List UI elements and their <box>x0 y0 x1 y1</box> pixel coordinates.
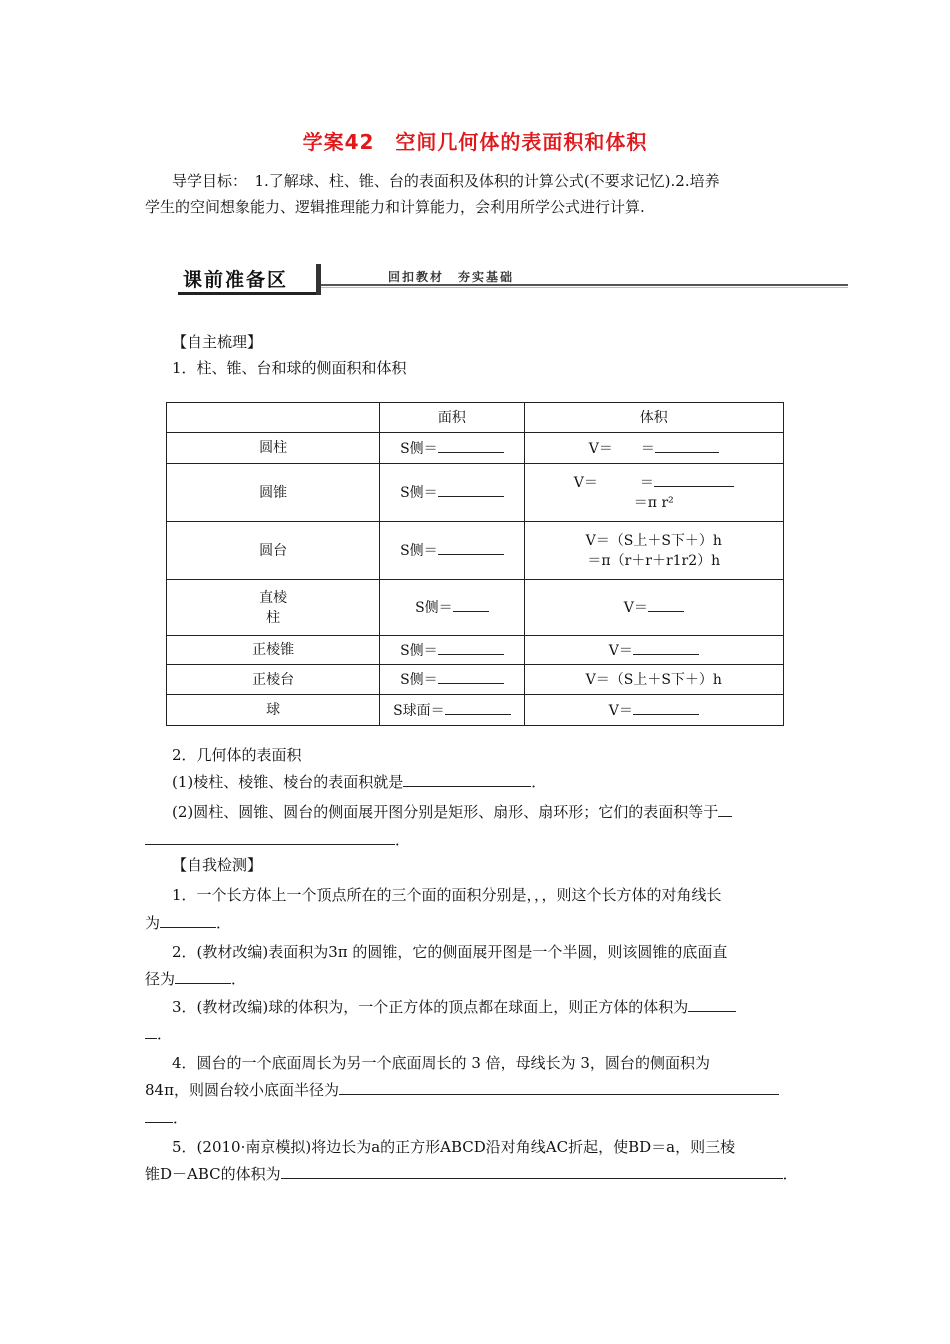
item-2-p2: (2)圆柱、圆锥、圆台的侧面展开图分别是矩形、扇形、扇环形；它们的表面积等于 <box>172 801 732 823</box>
question-1-line-1: 1．一个长方体上一个顶点所在的三个面的面积分别是，，，则这个长方体的对角线长 <box>172 886 722 904</box>
row-name: 球 <box>167 695 380 726</box>
volume-formula-2: ＝π r² <box>633 495 674 511</box>
goal-line-1: 导学目标： 1.了解球、柱、锥、台的表面积及体积的计算公式(不要求记忆).2.培养 <box>172 172 720 190</box>
item-2-p1: (1)棱柱、棱锥、棱台的表面积就是 ． <box>172 773 547 791</box>
area-formula: S侧＝ <box>400 485 438 501</box>
volume-formula: V＝（S上＋S下＋）h <box>585 671 722 688</box>
question-3-line-2: ． <box>145 1023 172 1045</box>
question-2-line-2: 径为 ． <box>145 970 247 988</box>
row-name: 圆柱 <box>167 433 380 464</box>
banner-label: 课前准备区 <box>183 269 289 291</box>
question-5-line-2: 锥D－ABC的体积为 ． <box>145 1165 798 1183</box>
banner-subtitle: 回扣教材 夯实基础 <box>388 270 515 284</box>
volume-formula: V＝ <box>608 702 633 719</box>
question-4-line-2: 84π，则圆台较小底面半径为 <box>145 1079 779 1101</box>
area-formula: S球面＝ <box>393 702 445 719</box>
self-check-heading: 【自我检测】 <box>172 856 263 874</box>
row-name: 圆台 <box>167 522 380 580</box>
area-formula: S侧＝ <box>400 672 438 688</box>
table-row <box>167 636 784 665</box>
row-name: 直棱 <box>259 589 288 606</box>
table-row <box>167 433 784 464</box>
row-name: 正棱锥 <box>167 636 380 665</box>
formula-table <box>166 402 784 726</box>
item-2-heading: 2．几何体的表面积 <box>172 746 302 764</box>
table-header-empty <box>167 403 380 433</box>
volume-formula-2: ＝π（r＋r＋r1r2）h <box>587 552 721 569</box>
page-title: 学案42 空间几何体的表面积和体积 <box>302 130 648 154</box>
volume-formula: V＝（S上＋S下＋）h <box>585 532 722 549</box>
question-3-line-1: 3．(教材改编)球的体积为，一个正方体的顶点都在球面上，则正方体的体积为 <box>172 996 736 1018</box>
item-1-heading: 1．柱、锥、台和球的侧面积和体积 <box>172 359 407 377</box>
table-row <box>167 665 784 695</box>
volume-formula: V＝ <box>608 642 633 659</box>
row-name: 圆锥 <box>167 464 380 522</box>
area-formula: S侧＝ <box>415 600 453 616</box>
row-name-2: 柱 <box>266 609 281 626</box>
self-review-heading: 【自主梳理】 <box>172 333 263 351</box>
area-formula: S侧＝ <box>400 543 438 559</box>
table-row <box>167 695 784 726</box>
area-formula: S侧＝ <box>400 440 438 457</box>
table-row <box>167 522 784 580</box>
table-row <box>167 464 784 522</box>
question-4-line-3: ． <box>145 1107 188 1129</box>
table-header-volume: 体积 <box>524 403 783 433</box>
section-banner <box>178 262 848 298</box>
item-2-p2-blank: ． <box>145 829 410 851</box>
table-row <box>167 580 784 636</box>
table-header-area: 面积 <box>380 403 524 433</box>
question-5-line-1: 5．(2010·南京模拟)将边长为a的正方形ABCD沿对角线AC折起，使BD＝a，则三棱 <box>172 1138 736 1156</box>
volume-formula: V＝ ＝ <box>588 440 655 457</box>
row-name: 正棱台 <box>167 665 380 695</box>
question-4-line-1: 4．圆台的一个底面周长为另一个底面周长的 3 倍，母线长为 3，圆台的侧面积为 <box>172 1054 710 1072</box>
goal-line-2: 学生的空间想象能力、逻辑推理能力和计算能力，会利用所学公式进行计算. <box>145 198 645 216</box>
question-1-line-2: 为 ． <box>145 914 232 932</box>
question-2-line-1: 2．(教材改编)表面积为3π 的圆锥，它的侧面展开图是一个半圆，则该圆锥的底面直 <box>172 943 728 961</box>
volume-formula: V＝ <box>623 600 648 616</box>
area-formula: S侧＝ <box>400 642 438 659</box>
volume-formula: V＝ ＝ <box>573 475 654 491</box>
